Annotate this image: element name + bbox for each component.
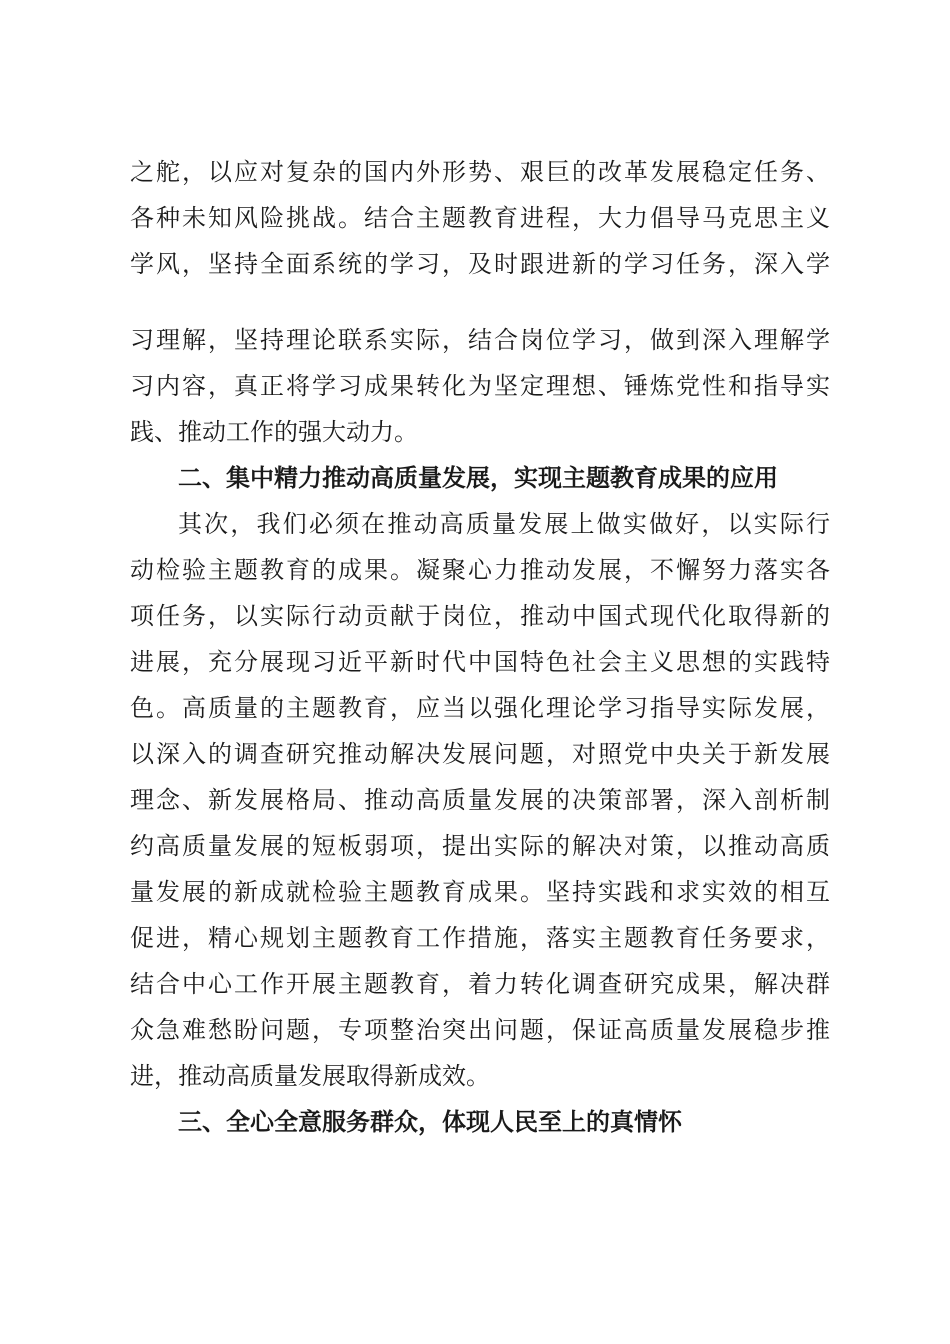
document-body: [130, 0, 830, 1344]
section-heading-2: 二、集中精力推动高质量发展，实现主题教育成果的应用: [178, 464, 778, 492]
section-heading-3: 三、全心全意服务群众，体现人民至上的真情怀: [178, 1108, 682, 1136]
paragraph-line: 进，推动高质量发展取得新成效。: [130, 1062, 490, 1090]
paragraph-line: 量发展的新成就检验主题教育成果。坚持实践和求实效的相互: [130, 878, 830, 906]
paragraph-line: 约高质量发展的短板弱项，提出实际的解决对策，以推动高质: [130, 832, 830, 860]
paragraph-line: 习内容，真正将学习成果转化为坚定理想、锤炼党性和指导实: [130, 372, 830, 400]
paragraph-line: 其次，我们必须在推动高质量发展上做实做好，以实际行: [178, 510, 830, 538]
paragraph-line: 促进，精心规划主题教育工作措施，落实主题教育任务要求，: [130, 924, 830, 952]
paragraph-line: 色。高质量的主题教育，应当以强化理论学习指导实际发展，: [130, 694, 830, 722]
paragraph-line: 践、推动工作的强大动力。: [130, 418, 418, 446]
paragraph-line: 以深入的调查研究推动解决发展问题，对照党中央关于新发展: [130, 740, 830, 768]
paragraph-line: 学风，坚持全面系统的学习，及时跟进新的学习任务，深入学: [130, 250, 830, 278]
paragraph-line: 动检验主题教育的成果。凝聚心力推动发展，不懈努力落实各: [130, 556, 830, 584]
paragraph-line: 结合中心工作开展主题教育，着力转化调查研究成果，解决群: [130, 970, 830, 998]
paragraph-line: 各种未知风险挑战。结合主题教育进程，大力倡导马克思主义: [130, 204, 830, 232]
paragraph-line: 进展，充分展现习近平新时代中国特色社会主义思想的实践特: [130, 648, 830, 676]
paragraph-line: 习理解，坚持理论联系实际，结合岗位学习，做到深入理解学: [130, 326, 830, 354]
paragraph-line: 之舵，以应对复杂的国内外形势、艰巨的改革发展稳定任务、: [130, 158, 830, 186]
paragraph-line: 众急难愁盼问题，专项整治突出问题，保证高质量发展稳步推: [130, 1016, 830, 1044]
paragraph-line: 理念、新发展格局、推动高质量发展的决策部署，深入剖析制: [130, 786, 830, 814]
paragraph-line: 项任务，以实际行动贡献于岗位，推动中国式现代化取得新的: [130, 602, 830, 630]
